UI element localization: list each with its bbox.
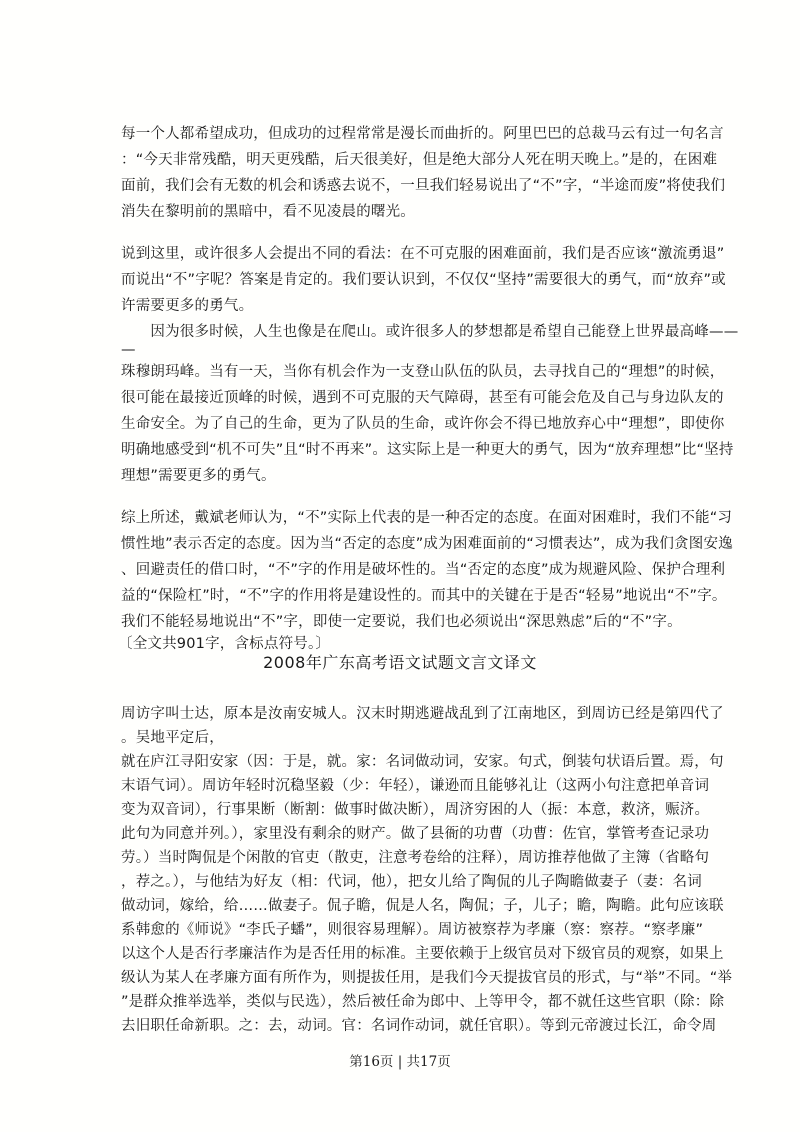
text-line: 。吴地平定后， <box>121 730 224 746</box>
page-footer: 第16页 | 共17页 <box>349 1054 451 1070</box>
text-line: 面前，我们会有无数的机会和诱惑去说不，一旦我们轻易说出了“不”字，“半途而废”将使我们 <box>121 178 726 194</box>
text-line: 理想”需要更多的勇气。 <box>121 468 276 484</box>
text-line: ，荐之。），与他结为好友（相：代词，他），把女儿给了陶侃的儿子陶瞻做妻子（妻：名词 <box>121 874 702 890</box>
text-line: 而说出“不”字呢？答案是肯定的。我们要认识到，不仅仅“坚持”需要很大的勇气，而“放弃”或 <box>121 272 726 288</box>
text-line: 综上所述，戴斌老师认为，“不”实际上代表的是一种否定的态度。在面对困难时，我们不能“习 <box>121 510 733 526</box>
text-line: 就在庐江寻阳安家（因：于是，就。家：名词做动词，安家。句式，倒装句状语后置。焉，句 <box>121 754 724 770</box>
text-line: ”是群众推举选举，类似与民选），然后被任命为郎中、上等甲令，都不就任这些官职（除：除 <box>121 994 725 1010</box>
text-line: 生命安全。为了自己的生命，更为了队员的生命，或许你会不得已地放弃心中“理想”，即使你 <box>121 416 725 432</box>
text-line: 做动词，嫁给，给……做妻子。侃子瞻，侃是人名，陶侃；子，儿子；瞻，陶瞻。此句应该联 <box>121 898 724 914</box>
text-line: 每一个人都希望成功，但成功的过程常常是漫长而曲折的。阿里巴巴的总裁马云有过一句名言 <box>121 126 724 142</box>
text-line: 变为双音词），行事果断（断割：做事时做决断），周济穷困的人（振：本意，救济，赈济。 <box>121 802 710 818</box>
text-line: 说到这里，或许很多人会提出不同的看法：在不可克服的困难面前，我们是否应该“激流勇退” <box>121 246 725 262</box>
text-line: 我们不能轻易地说出“不”字，即使一定要说，我们也必须说出“深思熟虑”后的“不”字。 <box>121 614 682 630</box>
text-line: 周访字叫士达，原本是汝南安城人。汉末时期逃避战乱到了江南地区，到周访已经是第四代了 <box>121 706 724 722</box>
text-line: 以这个人是否行孝廉洁作为是否任用的标准。主要依赖于上级官员对下级官员的观察，如果上 <box>121 946 724 962</box>
text-line: 级认为某人在孝廉方面有所作为，则提拔任用，是我们今天提拔官员的形式，与“举”不同。“举 <box>121 970 733 986</box>
text-line: 明确地感受到“机不可失”且“时不再来”。这实际上是一种更大的勇气，因为“放弃理想”比“坚持 <box>121 442 734 458</box>
text-line: 很可能在最接近顶峰的时候，遇到不可克服的天气障碍，甚至有可能会危及自己与身边队友的 <box>121 390 724 406</box>
text-line: 劳。）当时陶侃是个闲散的官吏（散吏，注意考卷给的注释），周访推荐他做了主簿（省略句 <box>121 850 710 866</box>
text-line: 去旧职任命新职。之：去，动词。官：名词作动词，就任官职）。等到元帝渡过长江，命令周 <box>121 1018 717 1034</box>
text-line: — <box>121 342 136 358</box>
section-title: 2008年广东高考语文试题文言文译文 <box>263 653 537 672</box>
text-line: 益的“保险杠”时，“不”字的作用将是建设性的。而其中的关键在于是否“轻易”地说出“不”字。 <box>121 588 727 604</box>
text-line: 系韩愈的《师说》“李氏子蟠”，则很容易理解）。周访被察荐为孝廉（察：察荐。“察孝廉” <box>121 922 704 938</box>
text-line: 末语气词）。周访年轻时沉稳坚毅（少：年轻），谦逊而且能够礼让（这两小句注意把单音词 <box>121 778 710 794</box>
text-line: ：“今天非常残酷，明天更残酷，后天很美好，但是绝大部分人死在明天晚上。”是的，在困难 <box>121 152 718 168</box>
text-line: 因为很多时候，人生也像是在爬山。或许很多人的梦想都是希望自己能登上世界最高峰—— <box>121 324 739 340</box>
text-line: 许需要更多的勇气。 <box>121 298 254 314</box>
text-line: 珠穆朗玛峰。当有一天，当你有机会作为一支登山队伍的队员，去寻找自己的“理想”的时候， <box>121 364 725 380</box>
text-line: 惯性地”表示否定的态度。因为当“否定的态度”成为困难面前的“习惯表达”，成为我们贪图安逸 <box>121 536 733 552</box>
text-line: 消失在黎明前的黑暗中，看不见凌晨的曙光。 <box>121 204 415 220</box>
text-line: 此句为同意并列。），家里没有剩余的财产。做了县衙的功曹（功曹：佐官，掌管考查记录功 <box>121 826 710 842</box>
word-count-note: 〔全文共901字，含标点符号。〕 <box>118 636 331 652</box>
text-line: 、回避责任的借口时，“不”字的作用是破坏性的。当“否定的态度”成为规避风险、保护合理利 <box>121 562 726 578</box>
